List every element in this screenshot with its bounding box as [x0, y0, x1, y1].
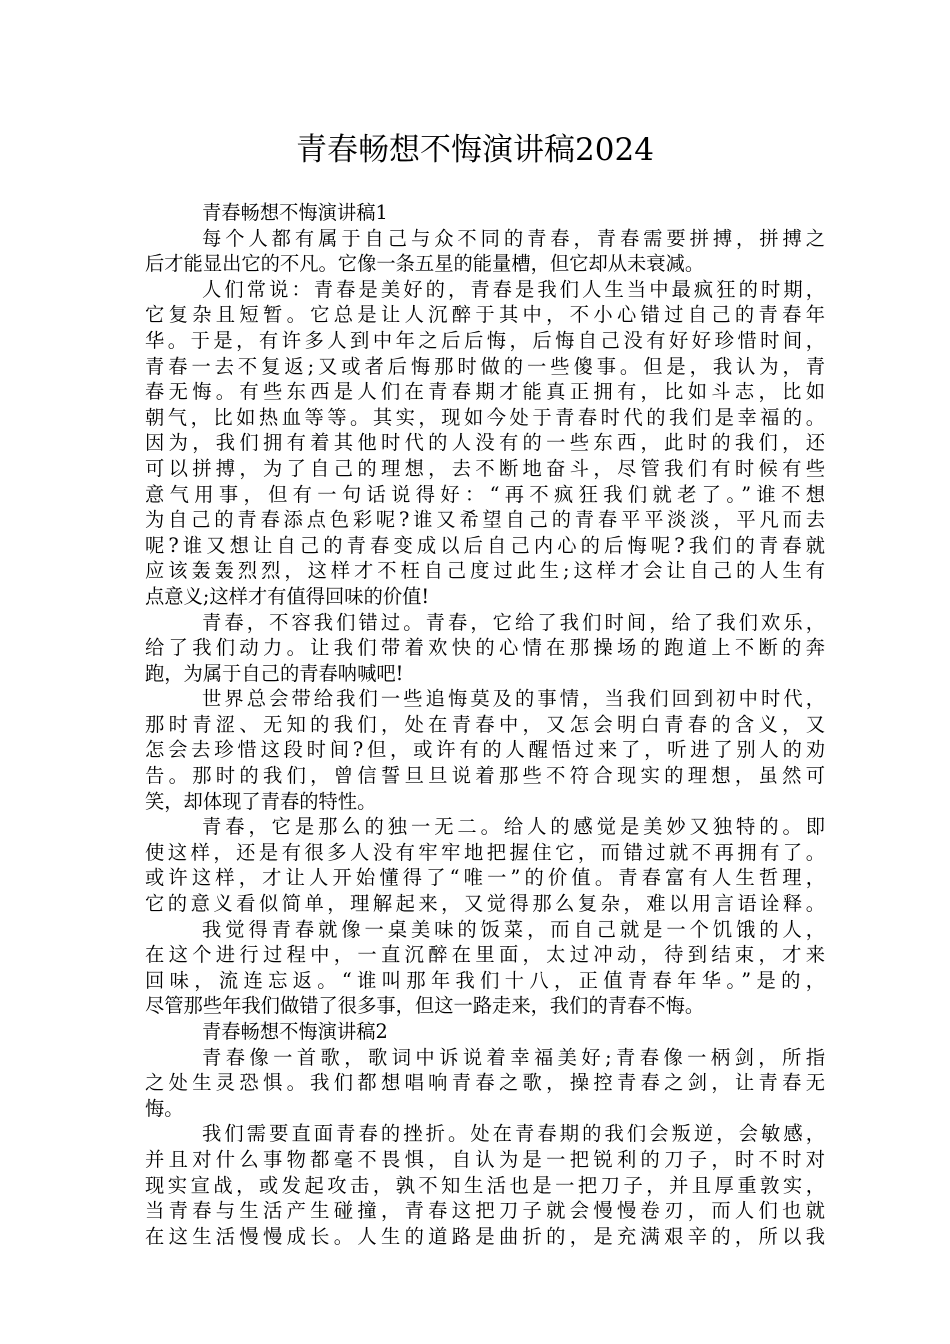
text-line: 悔。	[145, 1096, 184, 1120]
text-line: 青春，它是那么的独一无二。给人的感觉是美妙又独特的。即	[202, 815, 825, 839]
text-line: 怎会去珍惜这段时间?但，或许有的人醒悟过来了，听进了别人的劝	[145, 738, 825, 762]
text-line: 呢?谁又想让自己的青春变成以后自己内心的后悔呢?我们的青春就	[145, 533, 825, 557]
text-line: 青春畅想不悔演讲稿2	[202, 1020, 388, 1043]
text-line: 朝气，比如热血等等。其实，现如今处于青春时代的我们是幸福的。	[145, 405, 825, 429]
text-line: 华。于是，有许多人到中年之后后悔，后悔自己没有好好珍惜时间，	[145, 328, 825, 352]
text-line: 因为，我们拥有着其他时代的人没有的一些东西，此时的我们，还	[145, 431, 825, 455]
text-line: 使这样，还是有很多人没有牢牢地把握住它，而错过就不再拥有了。	[145, 840, 825, 864]
document-title: 青春畅想不悔演讲稿2024	[296, 132, 654, 168]
document-body	[145, 200, 825, 1249]
text-line: 那时青涩、无知的我们，处在青春中，又怎会明白青春的含义，又	[145, 712, 825, 736]
text-line: 它的意义看似简单，理解起来，又觉得那么复杂，难以用言语诠释。	[145, 892, 825, 916]
text-line: 可以拼搏，为了自己的理想，去不断地奋斗，尽管我们有时候有些	[145, 456, 825, 480]
text-line: 点意义;这样才有值得回味的价值!	[145, 584, 430, 608]
text-line: 或许这样，才让人开始懂得了“唯一”的价值。青春富有人生哲理，	[145, 866, 825, 890]
text-line: 青春，不容我们错过。青春，它给了我们时间，给了我们欢乐，	[202, 610, 825, 634]
text-line: 尽管那些年我们做错了很多事，但这一路走来，我们的青春不悔。	[145, 994, 705, 1018]
text-line: 应该轰轰烈烈，这样才不枉自己度过此生;这样才会让自己的人生有	[145, 559, 825, 583]
text-line: 跑，为属于自己的青春呐喊吧!	[145, 661, 404, 685]
text-line: 我觉得青春就像一桌美味的饭菜，而自己就是一个饥饿的人，	[202, 917, 825, 941]
text-line: 回味，流连忘返。“谁叫那年我们十八，正值青春年华。”是的，	[145, 968, 825, 992]
text-line: 每个人都有属于自己与众不同的青春，青春需要拼搏，拼搏之	[202, 226, 825, 250]
text-line: 青春一去不复返;又或者后悔那时做的一些傻事。但是，我认为，青	[145, 354, 825, 378]
text-line: 给了我们动力。让我们带着欢快的心情在那操场的跑道上不断的奔	[145, 636, 825, 660]
text-line: 在这个进行过程中，一直沉醉在里面，太过冲动，待到结束，才来	[145, 943, 825, 967]
text-line: 为自己的青春添点色彩呢?谁又希望自己的青春平平淡淡，平凡而去	[145, 508, 825, 532]
text-line: 之处生灵恐惧。我们都想唱响青春之歌，操控青春之剑，让青春无	[145, 1071, 825, 1095]
text-line: 告。那时的我们，曾信誓旦旦说着那些不符合现实的理想，虽然可	[145, 764, 825, 788]
text-line: 我们需要直面青春的挫折。处在青春期的我们会叛逆，会敏感，	[202, 1122, 825, 1146]
text-line: 它复杂且短暂。它总是让人沉醉于其中，不小心错过自己的青春年	[145, 303, 825, 327]
text-line: 世界总会带给我们一些追悔莫及的事情，当我们回到初中时代，	[202, 687, 825, 711]
text-line: 春无悔。有些东西是人们在青春期才能真正拥有，比如斗志，比如	[145, 380, 825, 404]
text-line: 意气用事，但有一句话说得好：“再不疯狂我们就老了。”谁不想	[145, 482, 825, 506]
text-line: 笑，却体现了青春的特性。	[145, 789, 377, 813]
text-line: 并且对什么事物都毫不畏惧，自认为是一把锐利的刀子，时不时对	[145, 1147, 825, 1171]
text-line: 当青春与生活产生碰撞，青春这把刀子就会慢慢卷刃，而人们也就	[145, 1199, 825, 1223]
text-line: 青春畅想不悔演讲稿1	[202, 201, 388, 224]
text-line: 青春像一首歌，歌词中诉说着幸福美好;青春像一柄剑，所指	[202, 1045, 825, 1069]
text-line: 人们常说：青春是美好的，青春是我们人生当中最疯狂的时期，	[202, 277, 825, 301]
text-line: 现实宣战，或发起攻击，孰不知生活也是一把刀子，并且厚重敦实，	[145, 1173, 825, 1197]
text-line: 在这生活慢慢成长。人生的道路是曲折的，是充满艰辛的，所以我	[145, 1224, 825, 1248]
text-line: 后才能显出它的不凡。它像一条五星的能量槽，但它却从未衰减。	[145, 252, 705, 276]
